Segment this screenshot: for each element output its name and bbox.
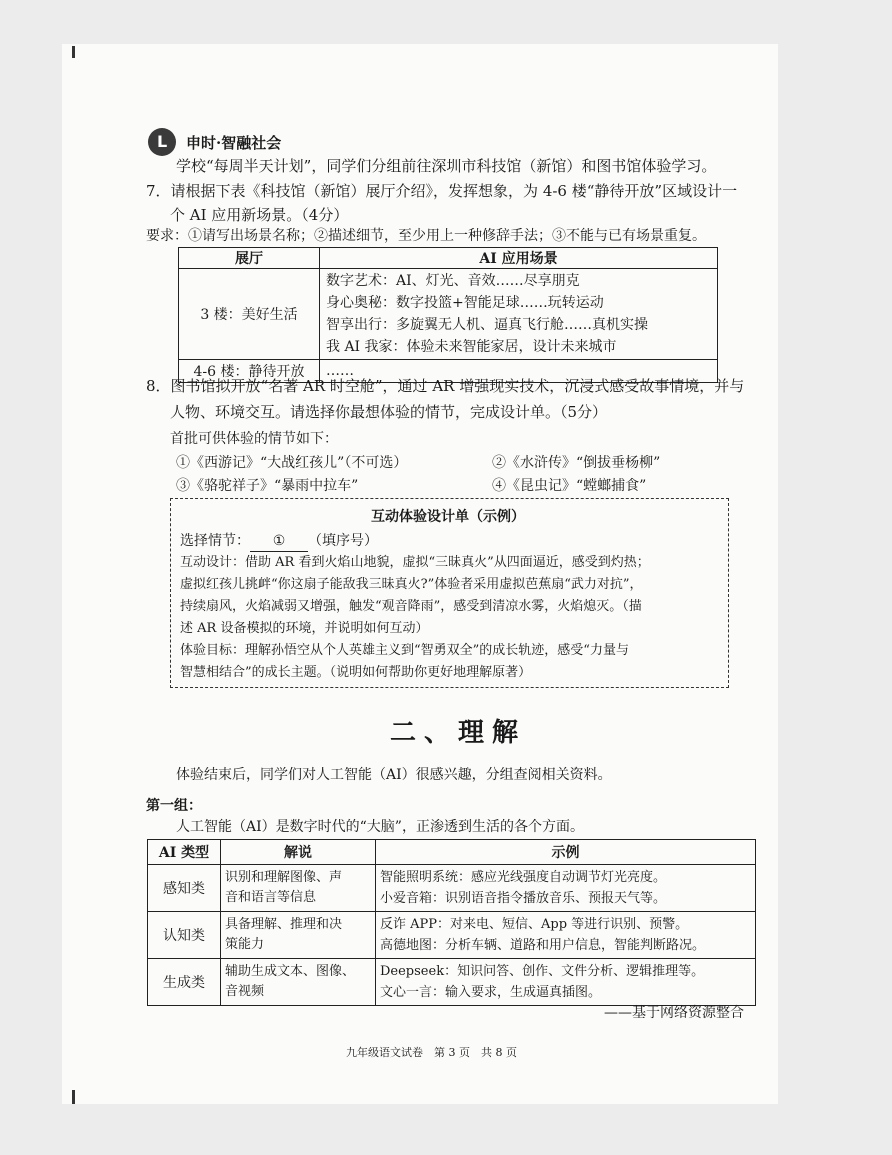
scene-cell [320,269,718,360]
explain-line: 音和语言等信息 [225,890,317,905]
scene-line: 数字艺术：AI、灯光、音效……尽享朋克 [326,273,580,289]
explain-line: 辅助生成文本、图像、 [225,964,356,979]
options-intro: 首批可供体验的情节如下： [170,431,338,447]
design-sheet-title: 互动体验设计单（示例） [371,509,525,525]
q7-line2: 个 AI 应用新场景。（4分） [170,206,349,224]
example-line: 反诈 APP：对来电、短信、App 等进行识别、预警。 [380,917,689,932]
scene-line: 我 AI 我家：体验未来智能家居，设计未来城市 [326,339,617,355]
table-header: 展厅 [179,248,320,269]
table-row [148,959,756,1006]
scene-line: 身心奥秘：数字投篮+智能足球……玩转运动 [326,295,604,311]
choose-value: ① [250,532,308,552]
hall-cell: 4-6 楼：静待开放 [179,360,320,383]
section-header-title: 申时·智融社会 [186,134,282,152]
design-line: 智慧相结合”的成长主题。（说明如何帮助你更好地理解原著） [180,665,532,680]
intro-text: 学校“每周半天计划”，同学们分组前往深圳市科技馆（新馆）和图书馆体验学习。 [176,157,717,175]
table-header-row [148,840,756,865]
choose-label: 选择情节： [180,533,250,549]
q8-line2: 人物、环境交互。请选择你最想体验的情节，完成设计单。（5分） [170,403,608,421]
explain-line: 具备理解、推理和决 [225,917,343,932]
q7-requirement: 要求：①请写出场景名称；②描述细节，至少用上一种修辞手法；③不能与已有场景重复。 [146,228,706,244]
group-label: 第一组： [146,798,202,814]
example-line: 小爱音箱：识别语音指令播放音乐、预报天气等。 [380,891,667,906]
explain-line: 识别和理解图像、声 [225,870,343,885]
example-cell [376,865,756,912]
example-line: 文心一言：输入要求，生成逼真插图。 [380,985,602,1000]
choose-note: （填序号） [308,533,378,549]
design-line: 虚拟红孩儿挑衅“你这扇子能敌我三昧真火?”体验者采用虚拟芭蕉扇“武力对抗”， [180,577,643,592]
explain-line: 音视频 [225,984,265,999]
design-line: 述 AR 设备模拟的环境，并说明如何互动） [180,621,429,636]
group-text: 人工智能（AI）是数字时代的“大脑”，正渗透到生活的各个方面。 [176,819,584,835]
table-header: AI 类型 [148,840,221,865]
type-cell: 生成类 [148,959,221,1006]
exhibit-table [178,247,718,383]
example-line: Deepseek：知识问答、创作、文件分析、逻辑推理等。 [380,964,705,979]
example-line: 智能照明系统：感应光线强度自动调节灯光亮度。 [380,870,667,885]
option-item: ②《水浒传》“倒拔垂杨柳” [492,455,661,471]
explain-cell [221,912,376,959]
page-footer: 九年级语文试卷 第 3 页 共 8 页 [346,1046,517,1059]
table-header: 示例 [376,840,756,865]
example-cell [376,959,756,1006]
choose-row [180,532,378,552]
table-header-row [179,248,718,269]
scan-edge-mark [72,46,75,58]
section-badge [148,128,176,156]
explain-line: 策能力 [225,937,265,952]
source-note: ——基于网络资源整合 [604,1005,744,1021]
example-cell [376,912,756,959]
section-title: 二、理解 [390,718,527,748]
explain-cell [221,865,376,912]
design-line: 互动设计：借助 AR 看到火焰山地貌，虚拟“三昧真火”从四面逼近，感受到灼热； [180,555,650,570]
q7-line1: 7．请根据下表《科技馆（新馆）展厅介绍》，发挥想象，为 4-6 楼“静待开放”区域设计一 [146,182,738,200]
table-row [148,865,756,912]
scan-edge-mark [72,1090,75,1104]
table-row [148,912,756,959]
type-cell: 感知类 [148,865,221,912]
q8-line1: 8．图书馆拟开放“名著 AR 时空舱”，通过 AR 增强现实技术，沉浸式感受故事情境，并与 [146,377,745,395]
table-header: 解说 [221,840,376,865]
table-header: AI 应用场景 [320,248,718,269]
section2-intro: 体验结束后，同学们对人工智能（AI）很感兴趣，分组查阅相关资料。 [176,767,612,783]
option-item: ③《骆驼祥子》“暴雨中拉车” [176,478,359,494]
scene-line: 智享出行：多旋翼无人机、逼真飞行舱……真机实操 [326,317,648,333]
explain-cell [221,959,376,1006]
option-item: ④《昆虫记》“螳螂捕食” [492,478,647,494]
scene-cell: …… [320,360,718,383]
option-item: ①《西游记》“大战红孩儿”（不可选） [176,455,408,471]
ai-types-table [147,839,756,1006]
design-line: 体验目标：理解孙悟空从个人英雄主义到“智勇双全”的成长轨迹，感受“力量与 [180,643,629,658]
badge-letter: L [157,132,168,151]
hall-cell: 3 楼：美好生活 [179,269,320,360]
table-row [179,269,718,360]
design-line: 持续扇风，火焰减弱又增强，触发“观音降雨”，感受到清凉水雾，火焰熄灭。（描 [180,599,642,614]
example-line: 高德地图：分析车辆、道路和用户信息，智能判断路况。 [380,938,706,953]
type-cell: 认知类 [148,912,221,959]
